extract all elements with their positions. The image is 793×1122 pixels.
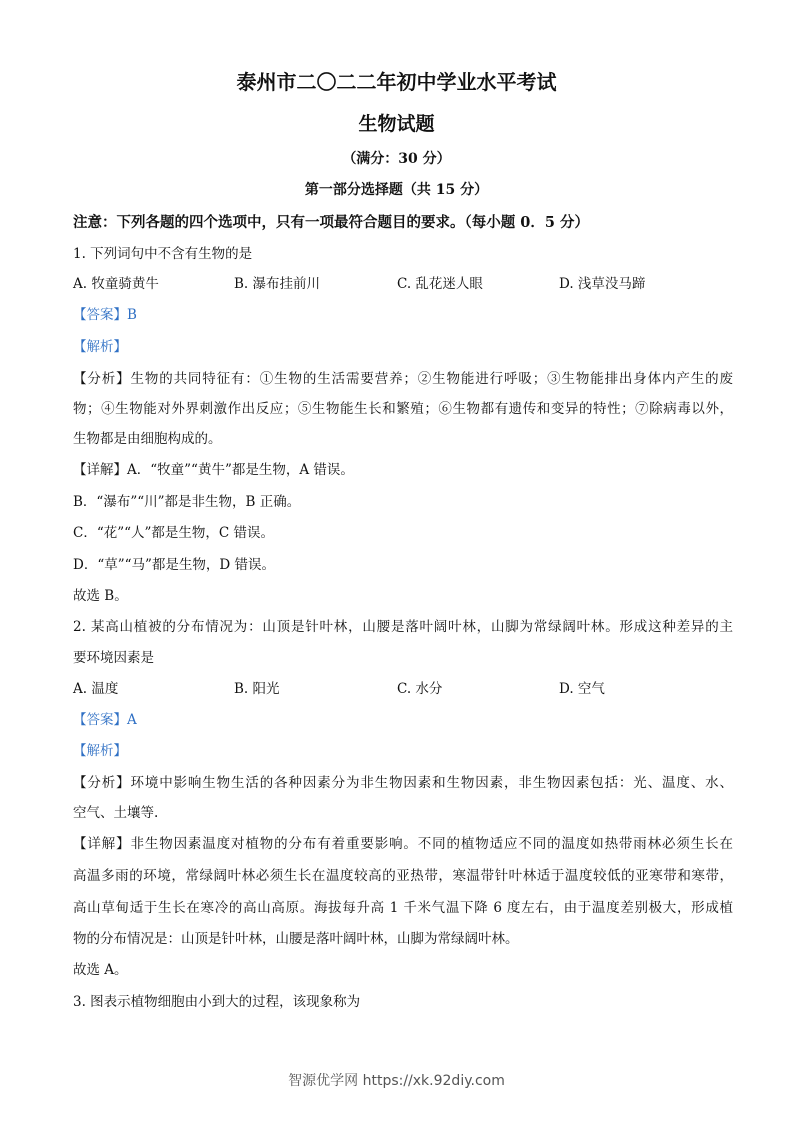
- subject-title: 生物试题: [358, 113, 435, 135]
- q1-detail-line-3: C．“花”“人”都是生物，C 错误。: [73, 525, 275, 541]
- q2-stem-line-1: 2. 某高山植被的分布情况为：山顶是针叶林，山腰是落叶阔叶林，山脚为常绿阔叶林。形成这种差异的主: [73, 619, 733, 635]
- q2-analysis-label: 【解析】: [73, 743, 127, 759]
- q1-option-c: C. 乱花迷人眼: [397, 276, 483, 292]
- q2-option-c: C. 水分: [397, 681, 443, 697]
- q1-detail-line-1: 【详解】A．“牧童”“黄牛”都是生物，A 错误。: [73, 462, 354, 478]
- q2-answer: [73, 710, 733, 730]
- q2-option-a: A. 温度: [73, 681, 119, 697]
- part-heading: 第一部分选择题（共 15 分）: [304, 182, 489, 198]
- q2-option-d: D. 空气: [559, 681, 605, 697]
- q2-answer-text: 【答案】A: [73, 712, 137, 728]
- q1-answer-text: 【答案】B: [73, 307, 137, 323]
- q1-fenxi-line-2: 物；④生物能对外界刺激作出反应；⑤生物能生长和繁殖；⑥生物都有遗传和变异的特性；⑦除病毒以外，: [73, 401, 733, 417]
- footer-watermark: 智源优学网 https://xk.92diy.com: [288, 1073, 505, 1089]
- q1-option-d: D. 浅草没马蹄: [559, 276, 646, 292]
- q2-detail-line-3: 高山草甸适于生长在寒冷的高山高原。海拔每升高 1 千米气温下降 6 度左右，由于温度差别极大，形成植: [73, 900, 733, 916]
- exam-title: 泰州市二〇二二年初中学业水平考试: [236, 70, 557, 94]
- q2-stem-line-2: 要环境因素是: [73, 650, 154, 666]
- q2-option-b: B. 阳光: [234, 681, 280, 697]
- q1-option-a: A. 牧童骑黄牛: [73, 276, 159, 292]
- instructions-note: 注意：下列各题的四个选项中，只有一项最符合题目的要求。（每小题 0．5 分）: [73, 214, 590, 231]
- q2-detail-line-1: 【详解】非生物因素温度对植物的分布有着重要影响。不同的植物适应不同的温度如热带雨林必须生长在: [73, 836, 733, 852]
- q1-stem: 1. 下列词句中不含有生物的是: [73, 246, 253, 262]
- q2-detail-line-4: 物的分布情况是：山顶是针叶林，山腰是落叶阔叶林，山脚为常绿阔叶林。: [73, 931, 519, 947]
- q2-detail-line-2: 高温多雨的环境，常绿阔叶林必须生长在温度较高的亚热带，寒温带针叶林适于温度较低的亚寒带和寒带，: [73, 868, 733, 884]
- q2-conclusion: 故选 A。: [73, 962, 128, 978]
- q1-detail-line-2: B．“瀑布”“川”都是非生物，B 正确。: [73, 494, 301, 510]
- q1-option-b: B. 瀑布挂前川: [234, 276, 321, 292]
- q1-fenxi-line-3: 生物都是由细胞构成的。: [73, 431, 222, 447]
- q2-fenxi-line-2: 空气、土壤等.: [73, 805, 159, 821]
- q3-stem: 3. 图表示植物细胞由小到大的过程，该现象称为: [73, 994, 361, 1010]
- q1-answer: [73, 305, 733, 325]
- full-score: （满分：30 分）: [342, 151, 451, 167]
- q2-fenxi-line-1: 【分析】环境中影响生物生活的各种因素分为非生物因素和生物因素，非生物因素包括：光、温度、水、: [73, 775, 733, 791]
- q1-conclusion: 故选 B。: [73, 588, 128, 604]
- q1-detail-line-4: D．“草”“马”都是生物，D 错误。: [73, 557, 276, 573]
- q1-analysis-label: 【解析】: [73, 339, 127, 355]
- q1-fenxi-line-1: 【分析】生物的共同特征有：①生物的生活需要营养；②生物能进行呼吸；③生物能排出身体内产生的废: [73, 371, 733, 387]
